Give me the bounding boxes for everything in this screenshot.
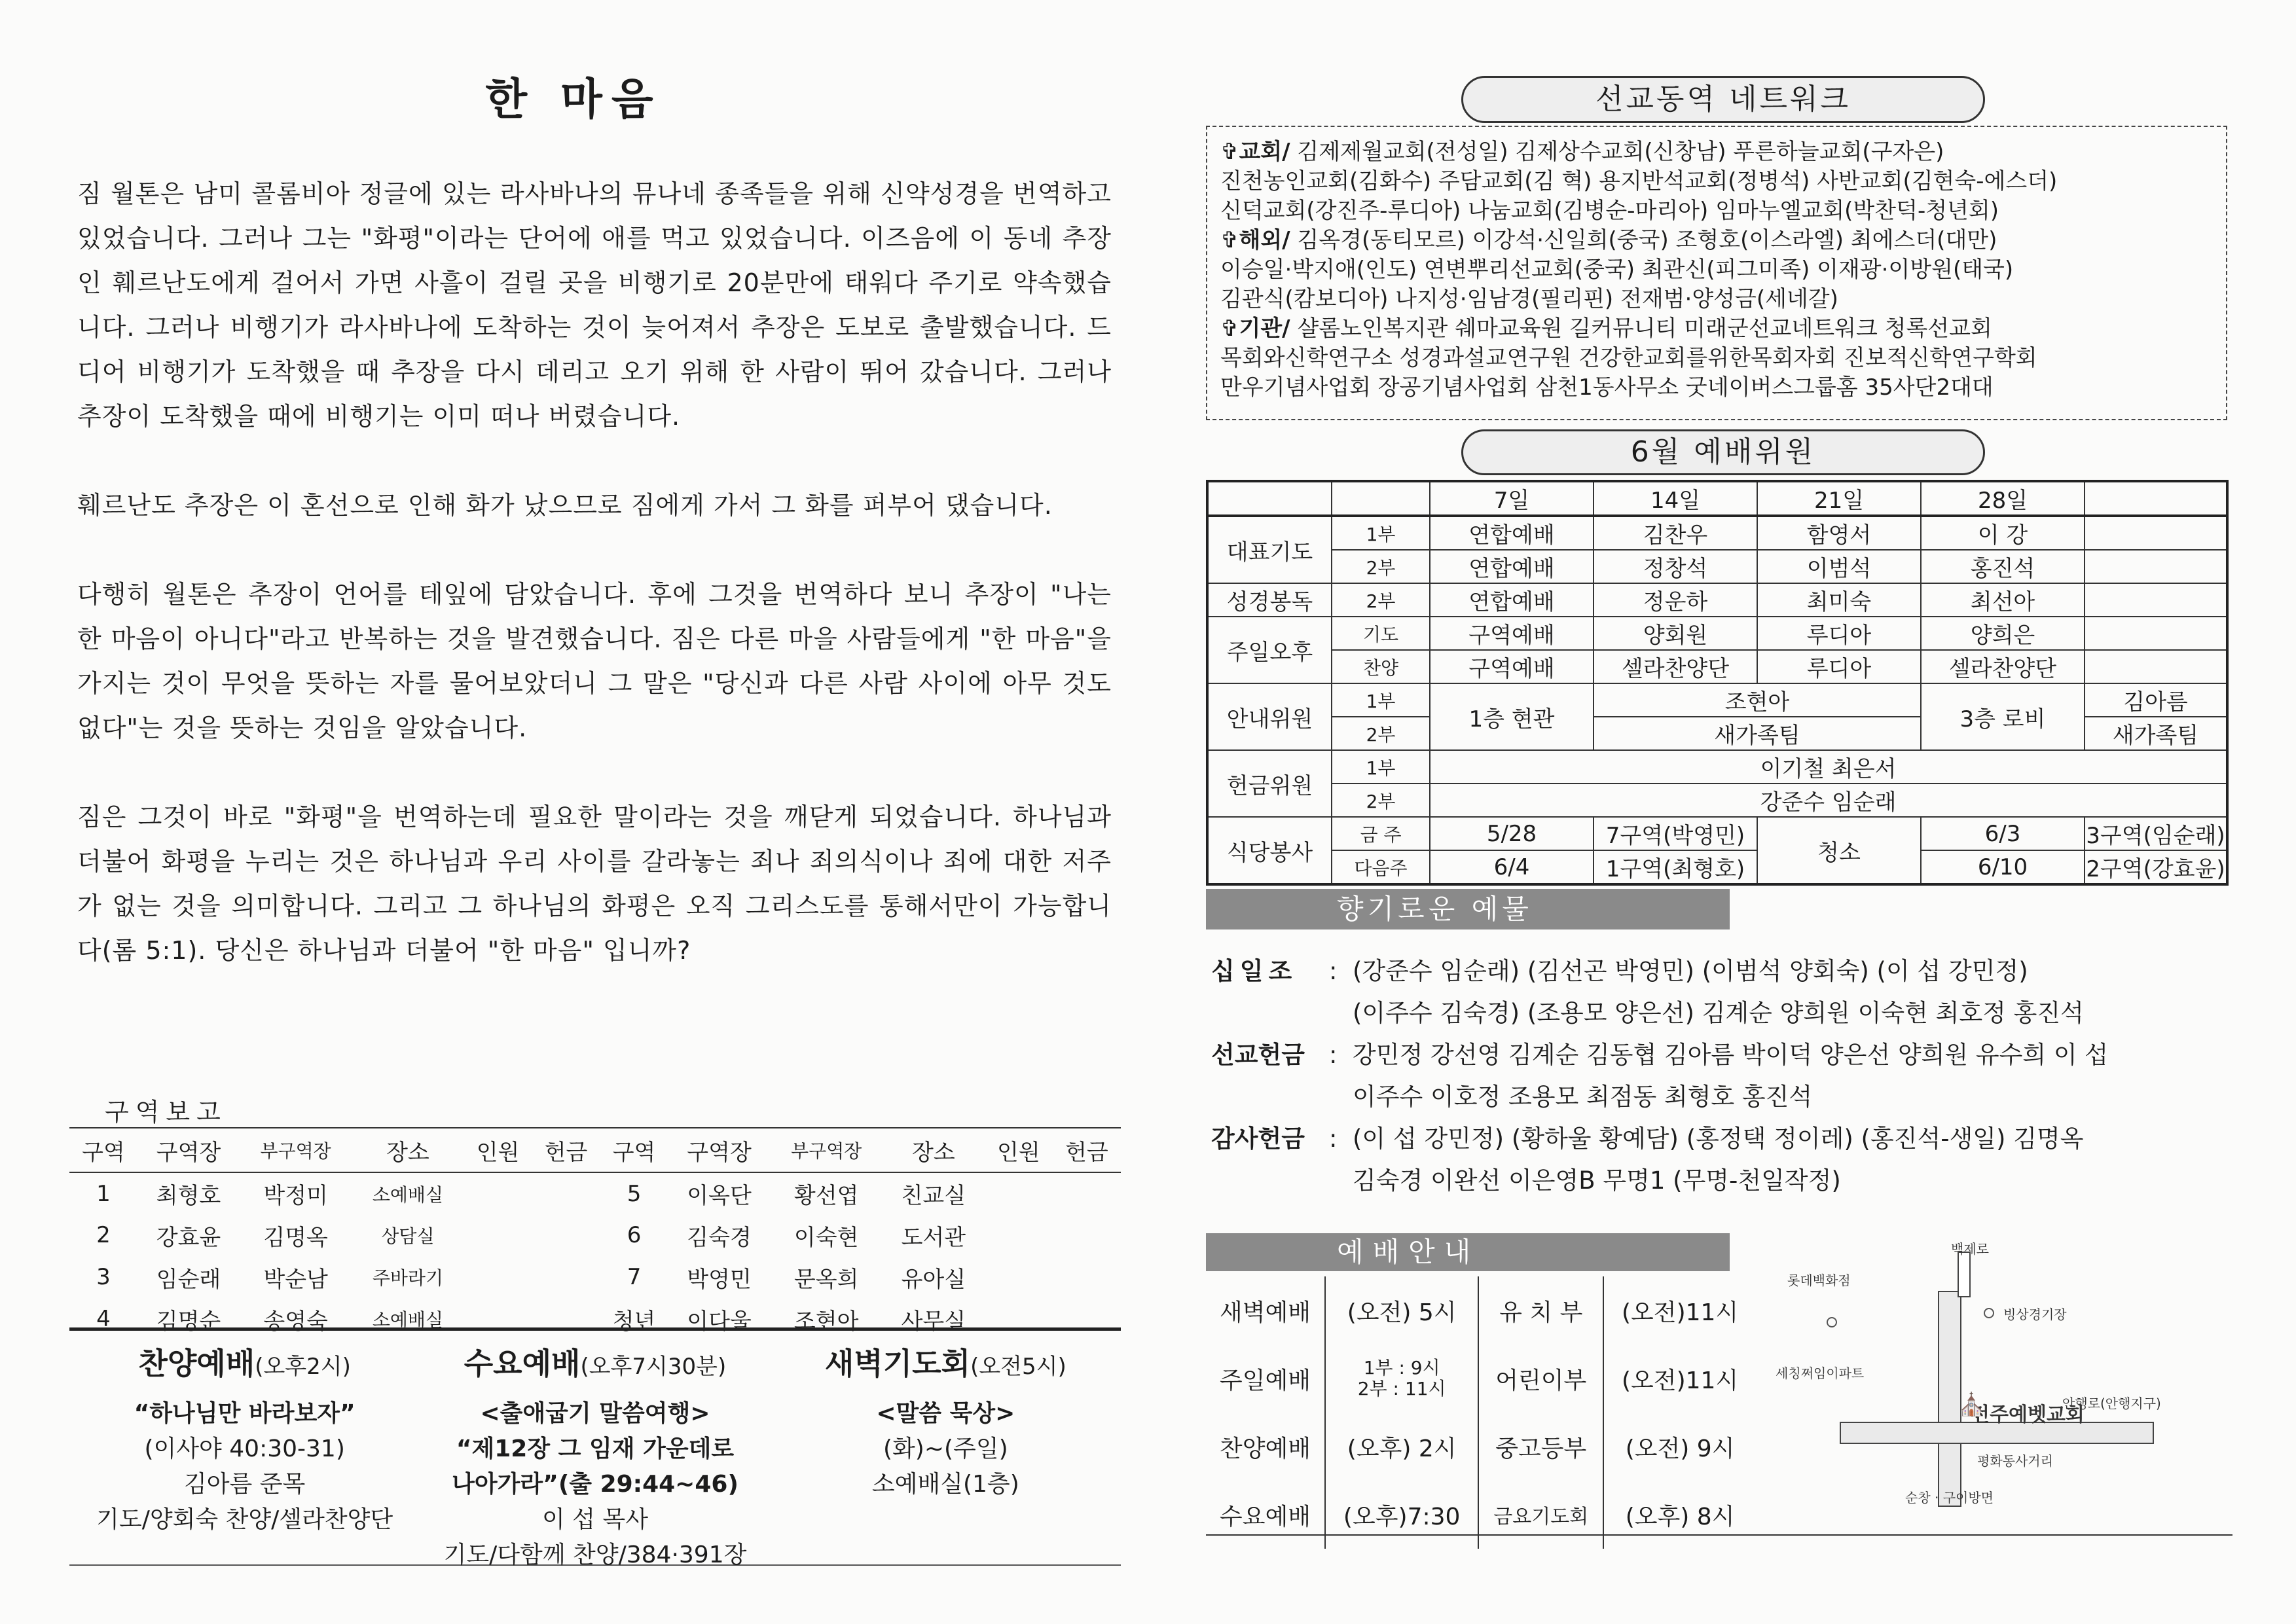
network-line bbox=[1220, 344, 2213, 373]
cell: 주일예배 bbox=[1219, 1367, 1311, 1394]
cell: 새가족팀 bbox=[1594, 717, 1921, 750]
church-location-map bbox=[1761, 1232, 2232, 1520]
cell bbox=[985, 1172, 1053, 1214]
june-committee-title: 6월 예배위원 bbox=[1461, 429, 1985, 475]
service-line: 이 섭 목사 bbox=[541, 1506, 648, 1533]
service-title: 새벽기도회 bbox=[824, 1346, 971, 1381]
cell bbox=[464, 1172, 532, 1214]
map-label: 롯데백화점 bbox=[1787, 1272, 1851, 1288]
table-row bbox=[1207, 516, 2227, 550]
date-header: 28일 bbox=[1921, 481, 2085, 516]
col-header: 인원 bbox=[464, 1128, 532, 1172]
cell: 루디아 bbox=[1757, 650, 1921, 683]
col-header: 부구역장 bbox=[240, 1128, 352, 1172]
essay-paragraph: 다행히 월톤은 추장이 언어를 테잎에 담았습니다. 후에 그것을 번역하다 보니 추장이 "나는 한 마음이 아니다"라고 반복하는 것을 발견했습니다. 짐은 다른 마을 사람들에게 "한 마음"을 가지는 것이 무엇을 뜻하는 자를 물어보았더니 그 말은 "당신과 다른 사람 사이에 아무 것도 없다"는 것을 뜻하는 것임을 알았습니다. bbox=[77, 580, 1112, 742]
cell: 1부 bbox=[1332, 516, 1430, 550]
service-line: <말씀 묵상> bbox=[876, 1400, 1015, 1427]
cell: 2구역(강효윤) bbox=[2085, 850, 2227, 884]
cell: 2 bbox=[96, 1222, 111, 1248]
offering-row bbox=[1211, 1118, 2232, 1202]
essay-body bbox=[77, 171, 1112, 973]
cell: 임순래 bbox=[156, 1266, 221, 1293]
worship-guide-title: 예배안내 bbox=[1206, 1233, 1730, 1271]
praise-service-box bbox=[69, 1331, 420, 1564]
cell: 이 강 bbox=[1921, 516, 2085, 550]
cell: (오후) 2시 bbox=[1325, 1413, 1478, 1481]
network-label: ✞해외/ bbox=[1220, 227, 1290, 253]
cell: 유아실 bbox=[901, 1266, 966, 1293]
service-line: 나아가라”(출 29:44~46) bbox=[452, 1471, 738, 1498]
network-line bbox=[1220, 285, 2213, 314]
service-line: “제12장 그 임재 가운데로 bbox=[456, 1435, 735, 1462]
row-label: 헌금위원 bbox=[1207, 750, 1332, 817]
network-text: 샬롬노인복지관 쉐마교육원 길커뮤니티 미래군선교네트워크 청록선교회 bbox=[1290, 316, 1992, 342]
service-line: (이사야 40:30-31) bbox=[144, 1435, 345, 1462]
network-text: 김옥경(동티모르) 이강석·신일희(중국) 조형호(이스라엘) 최에스더(대만) bbox=[1290, 227, 1997, 253]
cell: 셀라찬양단 bbox=[1594, 650, 1757, 683]
cell: 조현아 bbox=[1594, 683, 1921, 717]
cell: 4 bbox=[96, 1306, 111, 1332]
cell: 소예배실 bbox=[372, 1183, 444, 1206]
date-header: 21일 bbox=[1757, 481, 1921, 516]
cell: 연합예배 bbox=[1430, 550, 1594, 583]
cell: 최선아 bbox=[1921, 583, 2085, 617]
empty-header bbox=[2085, 481, 2227, 516]
network-text: 진천농인교회(김화수) 주담교회(김 혁) 용지반석교회(정병석) 사반교회(김현숙-에스더) bbox=[1220, 168, 2058, 194]
map-label: 세칭쩌임이파트 bbox=[1776, 1365, 1865, 1381]
location-dot-icon bbox=[1984, 1308, 1994, 1318]
district-header-row bbox=[69, 1128, 1121, 1172]
cell: 2부 bbox=[1332, 583, 1430, 617]
cell bbox=[1053, 1214, 1121, 1256]
service-line: (화)~(주일) bbox=[883, 1435, 1008, 1462]
service-heading bbox=[771, 1340, 1121, 1383]
cell: 조현아 bbox=[793, 1308, 859, 1335]
essay-paragraph: 훼르난도 추장은 이 혼선으로 인해 화가 났으므로 짐에게 가서 그 화를 퍼부어 댔습니다. bbox=[77, 491, 1053, 520]
table-row bbox=[1207, 750, 2227, 784]
cell: (오전)11시 bbox=[1603, 1276, 1756, 1344]
cell: (오전)11시 bbox=[1603, 1344, 1756, 1413]
col-header: 헌금 bbox=[532, 1128, 600, 1172]
network-line bbox=[1220, 255, 2213, 285]
row-label: 안내위원 bbox=[1207, 683, 1332, 750]
network-line bbox=[1220, 196, 2213, 226]
cell: 3구역(임순래) bbox=[2085, 817, 2227, 850]
service-title: 찬양예배 bbox=[138, 1346, 255, 1381]
cell: 사무실 bbox=[901, 1308, 966, 1335]
cell: 찬양예배 bbox=[1219, 1435, 1311, 1462]
service-line: 기도/다함께 찬양/384·391장 bbox=[443, 1542, 747, 1568]
offering-names bbox=[1353, 1118, 2232, 1202]
cell: 6 bbox=[627, 1222, 642, 1248]
cell: 양희은 bbox=[1921, 617, 2085, 650]
cell: 2부 bbox=[1332, 784, 1430, 817]
cell bbox=[2085, 650, 2227, 683]
cell: 수요예배 bbox=[1219, 1503, 1311, 1530]
table-row bbox=[69, 1256, 1121, 1298]
cell: 최형호 bbox=[156, 1183, 221, 1209]
offering-label: 십일조 bbox=[1211, 957, 1298, 985]
cell: 문옥희 bbox=[793, 1266, 859, 1293]
service-time: (오후7시30분) bbox=[580, 1354, 727, 1380]
june-header-row bbox=[1207, 481, 2227, 516]
offering-line: (강준수 임순래) (김선곤 박영민) (이범석 양회숙) (이 섭 강민정) bbox=[1353, 957, 2028, 985]
cell: 어린이부 bbox=[1478, 1344, 1603, 1413]
cell bbox=[464, 1214, 532, 1256]
cell: 강준수 임순래 bbox=[1430, 784, 2227, 817]
network-label: ✞기관/ bbox=[1220, 316, 1290, 342]
map-label: 빙상경기장 bbox=[2003, 1307, 2067, 1322]
cell: 1부 bbox=[1332, 683, 1430, 717]
cell: 청소 bbox=[1757, 817, 1921, 884]
cell: 박순남 bbox=[263, 1266, 328, 1293]
cell: 이범석 bbox=[1757, 550, 1921, 583]
table-row bbox=[1206, 1413, 1756, 1481]
offering-line: (이주수 김숙경) (조용모 양은선) 김계순 양희원 이숙현 최호정 홍진석 bbox=[1353, 999, 2084, 1027]
church-name-label: 전주예벳교회 bbox=[1971, 1403, 2085, 1426]
col-header: 부구역장 bbox=[771, 1128, 883, 1172]
cell: 1층 현관 bbox=[1430, 683, 1594, 750]
cell: 박영민 bbox=[687, 1266, 752, 1293]
table-row bbox=[1207, 650, 2227, 683]
cell: 송영숙 bbox=[263, 1308, 328, 1335]
colon: : bbox=[1329, 1125, 1338, 1153]
col-header: 구역장 bbox=[137, 1128, 240, 1172]
cell: (오전) 9시 bbox=[1603, 1413, 1756, 1481]
table-row bbox=[1206, 1481, 1756, 1549]
cell: 1 bbox=[96, 1180, 111, 1207]
col-header: 장소 bbox=[883, 1128, 985, 1172]
cell: 이다울 bbox=[687, 1308, 752, 1335]
cell: 새가족팀 bbox=[2085, 717, 2227, 750]
cell: 이숙현 bbox=[793, 1224, 859, 1251]
table-row bbox=[1207, 583, 2227, 617]
cell bbox=[2085, 583, 2227, 617]
row-label: 성경봉독 bbox=[1207, 583, 1332, 617]
colon: : bbox=[1329, 1041, 1338, 1069]
col-header: 장소 bbox=[352, 1128, 464, 1172]
table-row bbox=[1207, 683, 2227, 717]
service-time: (오후2시) bbox=[255, 1354, 351, 1380]
network-line bbox=[1220, 373, 2213, 403]
cell: 루디아 bbox=[1757, 617, 1921, 650]
mission-network-box bbox=[1206, 126, 2227, 420]
cell bbox=[1053, 1256, 1121, 1298]
network-text: 만우기념사업회 장공기념사업회 삼천1동사무소 굿네이버스그룹홈 35사단2대대 bbox=[1220, 374, 1994, 401]
cell: 유 치 부 bbox=[1478, 1276, 1603, 1344]
empty-header bbox=[1207, 481, 1332, 516]
cell: 금요기도회 bbox=[1478, 1481, 1603, 1549]
cell: 1부 bbox=[1332, 750, 1430, 784]
cell: 구역예배 bbox=[1430, 617, 1594, 650]
cell: 함영서 bbox=[1757, 516, 1921, 550]
offering-line: 강민정 강선영 김계순 김동협 김아름 박이덕 양은선 양희원 유수희 이 섭 bbox=[1353, 1041, 2109, 1069]
cell: 금 주 bbox=[1332, 817, 1430, 850]
service-line: 김아름 준목 bbox=[184, 1471, 306, 1498]
cell: 3층 로비 bbox=[1921, 683, 2085, 750]
cell: 이기철 최은서 bbox=[1430, 750, 2227, 784]
date-header: 14일 bbox=[1594, 481, 1757, 516]
cell: 도서관 bbox=[901, 1224, 966, 1251]
cell: 새벽예배 bbox=[1219, 1299, 1311, 1326]
june-committee-table bbox=[1206, 480, 2229, 886]
offering-row bbox=[1211, 950, 2232, 1034]
cell: 정창석 bbox=[1594, 550, 1757, 583]
district-report-table bbox=[69, 1127, 1121, 1340]
network-title: 선교동역 네트워크 bbox=[1461, 76, 1985, 123]
service-heading bbox=[420, 1340, 770, 1383]
cell bbox=[532, 1172, 600, 1214]
table-row bbox=[69, 1214, 1121, 1256]
offering-line: 이주수 이호정 조용모 최점동 최형호 홍진석 bbox=[1353, 1083, 1813, 1111]
cell bbox=[2085, 516, 2227, 550]
cell: 구역예배 bbox=[1430, 650, 1594, 683]
cell bbox=[2085, 617, 2227, 650]
table-row bbox=[1207, 784, 2227, 817]
cell: 7구역(박영민) bbox=[1594, 817, 1757, 850]
table-row bbox=[1206, 1344, 1756, 1413]
cell: 6/4 bbox=[1430, 850, 1594, 884]
offering-line: 김숙경 이완선 이은영B 무명1 (무명-천일작정) bbox=[1353, 1166, 1841, 1195]
offering-line: (이 섭 강민정) (황하울 황예담) (홍정택 정이레) (홍진석-생일) 김명옥 bbox=[1353, 1125, 2084, 1153]
cell bbox=[532, 1214, 600, 1256]
row-label: 식당봉사 bbox=[1207, 817, 1332, 884]
service-line: 기도/양회숙 찬양/셀라찬양단 bbox=[96, 1506, 393, 1533]
dawn-prayer-box bbox=[771, 1331, 1121, 1564]
offering-row bbox=[1211, 1034, 2232, 1118]
essay-paragraph: 짐 월톤은 남미 콜롬비아 정글에 있는 라사바나의 뮤나네 종족들을 위해 신약성경을 번역하고 있었습니다. 그러나 그는 "화평"이라는 단어에 애를 먹고 있었습니다. 이즈음에 이 동네 추장인 훼르난도에게 걸어서 가면 사흘이 걸릴 곳을 비행기로 20분만에 태워다 주기로 약속했습니다. 그러나 비행기가 라사바나에 도착하는 것이 늦어져서 추장은 도보로 출발했습니다. 드디어 비행기가 도착했을 때 추장을 다시 데리고 오기 위해 한 사람이 뛰어 갔습니다. 그러나 추장이 도착했을 때에 비행기는 이미 떠나 버렸습니다. bbox=[77, 179, 1112, 431]
offering-label: 감사헌금 bbox=[1211, 1125, 1305, 1153]
network-line bbox=[1220, 314, 2213, 344]
network-text: 김관식(캄보디아) 나지성·임남경(필리핀) 전재범·양성금(세네갈) bbox=[1220, 286, 1838, 312]
cell: 최미숙 bbox=[1757, 583, 1921, 617]
empty-header bbox=[1332, 481, 1430, 516]
map-label: 안행로(안행지구) bbox=[2062, 1396, 2161, 1411]
cell: 황선엽 bbox=[793, 1183, 859, 1209]
col-header: 인원 bbox=[985, 1128, 1053, 1172]
network-text: 목회와신학연구소 성경과설교연구원 건강한교회를위한목회자회 진보적신학연구학회 bbox=[1220, 345, 2037, 371]
service-heading bbox=[69, 1340, 420, 1383]
table-row bbox=[1206, 1276, 1756, 1344]
cell: 양회원 bbox=[1594, 617, 1757, 650]
network-line bbox=[1220, 167, 2213, 196]
table-row bbox=[69, 1172, 1121, 1214]
cell: (오후)7:30 bbox=[1325, 1481, 1478, 1549]
service-line: <출애굽기 말씀여행> bbox=[480, 1400, 710, 1427]
cell bbox=[985, 1214, 1053, 1256]
worship-schedule-table bbox=[1206, 1276, 1756, 1549]
district-report-title: 구역보고 bbox=[105, 1098, 227, 1127]
cell: 2부 bbox=[1332, 717, 1430, 750]
table-row bbox=[1207, 617, 2227, 650]
road-branch bbox=[1958, 1252, 1971, 1297]
offering-list bbox=[1211, 950, 2232, 1202]
network-text: 김제제월교회(전성일) 김제상수교회(신창남) 푸른하늘교회(구자은) bbox=[1290, 139, 1944, 165]
network-text: 신덕교회(강진주-루디아) 나눔교회(김병순-마리아) 임마누엘교회(박찬덕-청년회) bbox=[1220, 198, 1999, 224]
col-header: 구역 bbox=[600, 1128, 668, 1172]
cell: 청년 bbox=[612, 1308, 656, 1335]
table-row bbox=[1207, 850, 2227, 884]
church-icon: ⛪ bbox=[1958, 1392, 1986, 1418]
cell: 찬양 bbox=[1332, 650, 1430, 683]
location-dot-icon bbox=[1827, 1317, 1837, 1327]
cell: 김아름 bbox=[2085, 683, 2227, 717]
col-header: 구역장 bbox=[668, 1128, 771, 1172]
cell: 김명순 bbox=[156, 1308, 221, 1335]
cell: 2부 bbox=[1332, 550, 1430, 583]
network-line bbox=[1220, 226, 2213, 255]
cell: 셀라찬양단 bbox=[1921, 650, 2085, 683]
essay-title: 한 마음 bbox=[485, 74, 663, 124]
cell: 1구역(최형호) bbox=[1594, 850, 1757, 884]
cell: 정운하 bbox=[1594, 583, 1757, 617]
service-line: “하나님만 바라보자” bbox=[134, 1400, 355, 1427]
network-text: 이승일·박지애(인도) 연변뿌리선교회(중국) 최관신(피그미족) 이재광·이방원(태국) bbox=[1220, 257, 2014, 283]
cell: (오후) 8시 bbox=[1603, 1481, 1756, 1549]
cell bbox=[532, 1256, 600, 1298]
cell: 상담실 bbox=[381, 1225, 435, 1247]
col-header: 구역 bbox=[69, 1128, 137, 1172]
row-label: 주일오후 bbox=[1207, 617, 1332, 683]
cell: 홍진석 bbox=[1921, 550, 2085, 583]
offering-title: 향기로운 예물 bbox=[1206, 889, 1730, 929]
cell: 주바라기 bbox=[372, 1267, 444, 1289]
cell: 1부 : 9시 2부 : 11시 bbox=[1325, 1344, 1478, 1413]
service-time: (오전5시) bbox=[970, 1354, 1066, 1380]
cell: 3 bbox=[96, 1264, 111, 1290]
map-label: 백제로 bbox=[1951, 1241, 1989, 1257]
table-row bbox=[1207, 817, 2227, 850]
date-header: 7일 bbox=[1430, 481, 1594, 516]
cell: 기도 bbox=[1332, 617, 1430, 650]
cell bbox=[1053, 1172, 1121, 1214]
cell: 연합예배 bbox=[1430, 583, 1594, 617]
cell bbox=[2085, 550, 2227, 583]
cell: 강효윤 bbox=[156, 1224, 221, 1251]
cell: 친교실 bbox=[901, 1183, 966, 1209]
divider bbox=[1206, 1534, 2232, 1536]
map-label: 평화동사거리 bbox=[1977, 1453, 2053, 1469]
cell: 박정미 bbox=[263, 1183, 328, 1209]
cell: 다음주 bbox=[1332, 850, 1430, 884]
col-header: 헌금 bbox=[1053, 1128, 1121, 1172]
network-line bbox=[1220, 137, 2213, 167]
offering-names bbox=[1353, 950, 2232, 1034]
cell: 5 bbox=[627, 1180, 642, 1207]
service-info-row bbox=[69, 1327, 1121, 1566]
wednesday-service-box bbox=[420, 1331, 770, 1568]
essay-paragraph: 짐은 그것이 바로 "화평"을 번역하는데 필요한 말이라는 것을 깨닫게 되었습니다. 하나님과 더불어 화평을 누리는 것은 하나님과 우리 사이를 갈라놓는 죄나 죄의식이나 죄에 대한 저주가 없는 것을 의미합니다. 그리고 그 하나님의 화평은 오직 그리스도를 통해서만이 가능합니다(롬 5:1). 당신은 하나님과 더불어 "한 마음" 입니까? bbox=[77, 803, 1112, 965]
network-label: ✞교회/ bbox=[1220, 139, 1290, 165]
table-row bbox=[1207, 550, 2227, 583]
cell: 6/10 bbox=[1921, 850, 2085, 884]
cell: (오전) 5시 bbox=[1325, 1276, 1478, 1344]
colon: : bbox=[1329, 957, 1338, 985]
cell: 김명옥 bbox=[263, 1224, 328, 1251]
cell: 7 bbox=[627, 1264, 642, 1290]
cell: 소예배실 bbox=[372, 1309, 444, 1331]
cell bbox=[464, 1256, 532, 1298]
row-label: 대표기도 bbox=[1207, 516, 1332, 583]
cell: 김찬우 bbox=[1594, 516, 1757, 550]
cell: 이옥단 bbox=[687, 1183, 752, 1209]
map-label: 순창 · 구이방면 bbox=[1905, 1490, 1994, 1506]
service-title: 수요예배 bbox=[464, 1346, 581, 1381]
offering-names bbox=[1353, 1034, 2232, 1118]
cell: 연합예배 bbox=[1430, 516, 1594, 550]
service-line: 소예배실(1층) bbox=[871, 1471, 1019, 1498]
offering-label: 선교헌금 bbox=[1211, 1041, 1305, 1069]
cell: 중고등부 bbox=[1478, 1413, 1603, 1481]
cell: 5/28 bbox=[1430, 817, 1594, 850]
cell bbox=[985, 1256, 1053, 1298]
cell: 6/3 bbox=[1921, 817, 2085, 850]
cell: 김숙경 bbox=[687, 1224, 752, 1251]
